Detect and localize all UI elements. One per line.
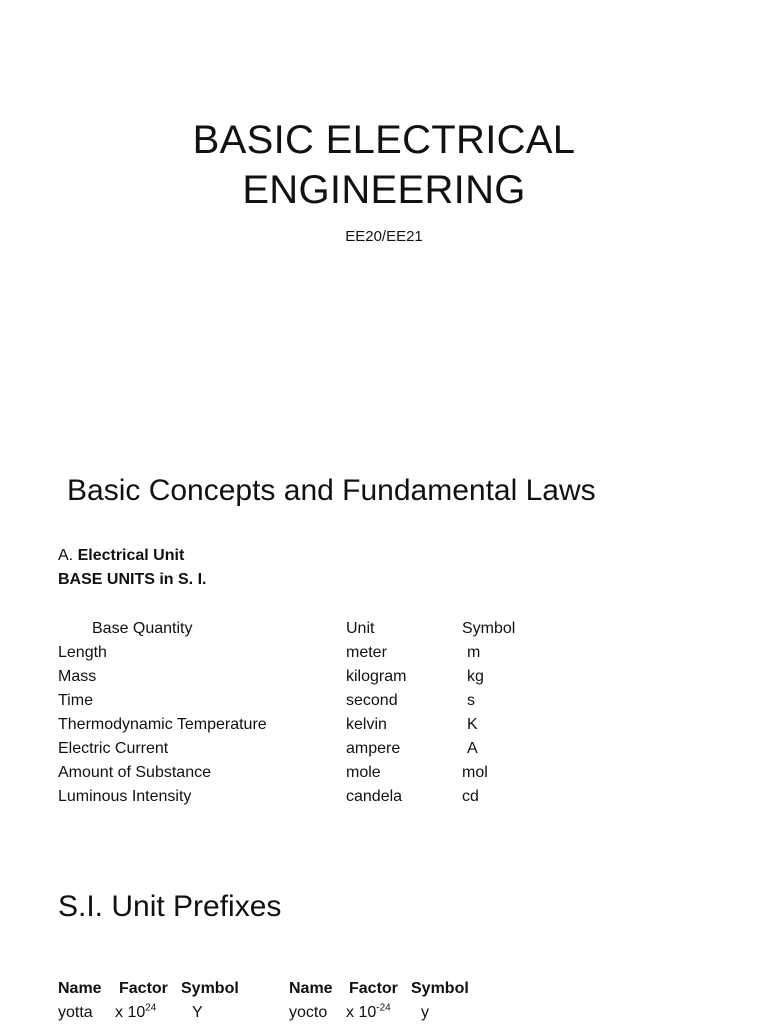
table-row [0,737,768,761]
unit-cell: kilogram [346,668,407,685]
factor-base: x 10 [346,1004,377,1021]
prefix-header-symbol: Symbol [411,980,469,997]
factor-exponent: 24 [145,1002,157,1014]
prefix-header-name: Name [289,980,333,997]
unit-cell: kelvin [346,716,387,733]
symbol-cell: K [467,716,478,733]
table-row [0,641,768,665]
table-row [0,713,768,737]
base-units-title: BASE UNITS in S. I. [58,571,207,588]
section-a-title: Electrical Unit [77,547,185,564]
prefix-factor-cell [115,1002,156,1024]
header-symbol: Symbol [462,620,516,637]
unit-cell: meter [346,644,387,661]
prefix-name-cell: yocto [289,1004,328,1021]
header-base-quantity: Base Quantity [92,620,193,637]
table-header-row [0,617,768,641]
prefix-heading: S.I. Unit Prefixes [58,890,282,923]
section-a-prefix: A. [58,547,74,564]
symbol-cell: s [467,692,475,709]
prefix-header-factor: Factor [119,980,168,997]
course-code: EE20/EE21 [345,228,423,245]
table-row [0,665,768,689]
prefix-header-symbol: Symbol [181,980,239,997]
quantity-cell: Length [58,644,107,661]
symbol-cell: cd [462,788,479,805]
unit-cell: mole [346,764,381,781]
factor-exponent: -24 [376,1002,391,1014]
unit-cell: ampere [346,740,401,757]
table-row [0,761,768,785]
section-heading: Basic Concepts and Fundamental Laws [67,474,596,507]
prefix-header-name: Name [58,980,102,997]
symbol-cell: m [467,644,481,661]
symbol-cell: kg [467,668,484,685]
prefix-header-factor: Factor [349,980,398,997]
quantity-cell: Thermodynamic Temperature [58,716,267,733]
quantity-cell: Mass [58,668,97,685]
prefix-factor-cell [346,1002,391,1024]
unit-cell: candela [346,788,403,805]
symbol-cell: A [467,740,478,757]
document-title-line-2: ENGINEERING [242,168,526,212]
table-row [0,785,768,809]
prefix-symbol-cell: y [421,1004,429,1021]
table-row [0,689,768,713]
prefix-name-cell: yotta [58,1004,93,1021]
quantity-cell: Luminous Intensity [58,788,192,805]
header-unit: Unit [346,620,375,637]
unit-cell: second [346,692,398,709]
factor-base: x 10 [115,1004,146,1021]
quantity-cell: Electric Current [58,740,169,757]
quantity-cell: Time [58,692,93,709]
prefix-symbol-cell: Y [192,1004,203,1021]
document-title-line-1: BASIC ELECTRICAL [192,118,576,162]
quantity-cell: Amount of Substance [58,764,211,781]
symbol-cell: mol [462,764,488,781]
section-a-label [58,544,184,568]
